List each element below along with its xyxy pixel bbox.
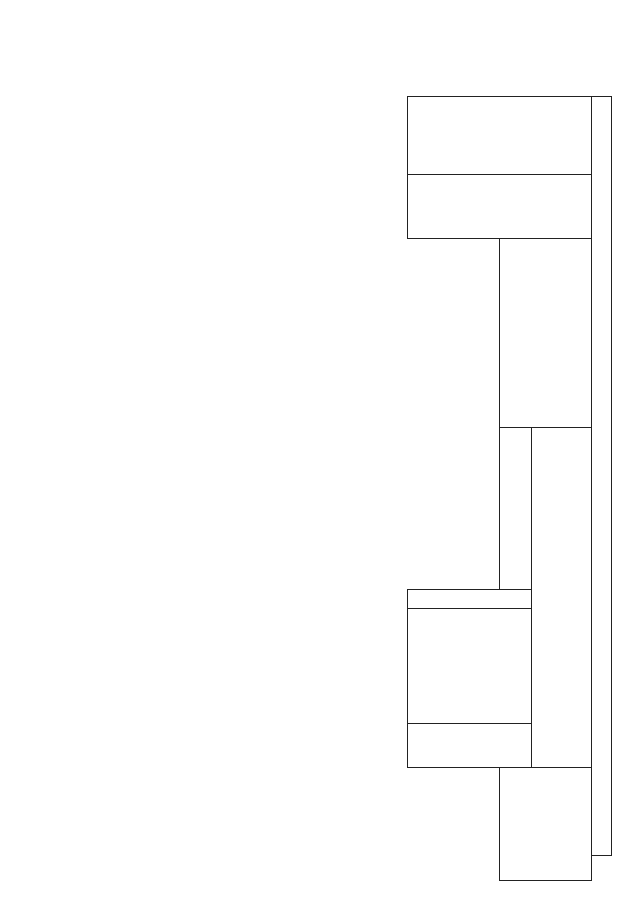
header-natural-disasters xyxy=(500,428,532,590)
header-power xyxy=(408,724,532,768)
header-max-rates xyxy=(500,768,592,881)
header-coefficients xyxy=(532,428,592,768)
header-group xyxy=(408,97,592,175)
header-epidemics xyxy=(408,609,532,724)
table-title xyxy=(592,97,612,856)
header-base-rates xyxy=(500,239,592,428)
rates-table xyxy=(407,96,612,881)
rates-table-container xyxy=(96,96,612,881)
header-kind xyxy=(408,175,592,239)
